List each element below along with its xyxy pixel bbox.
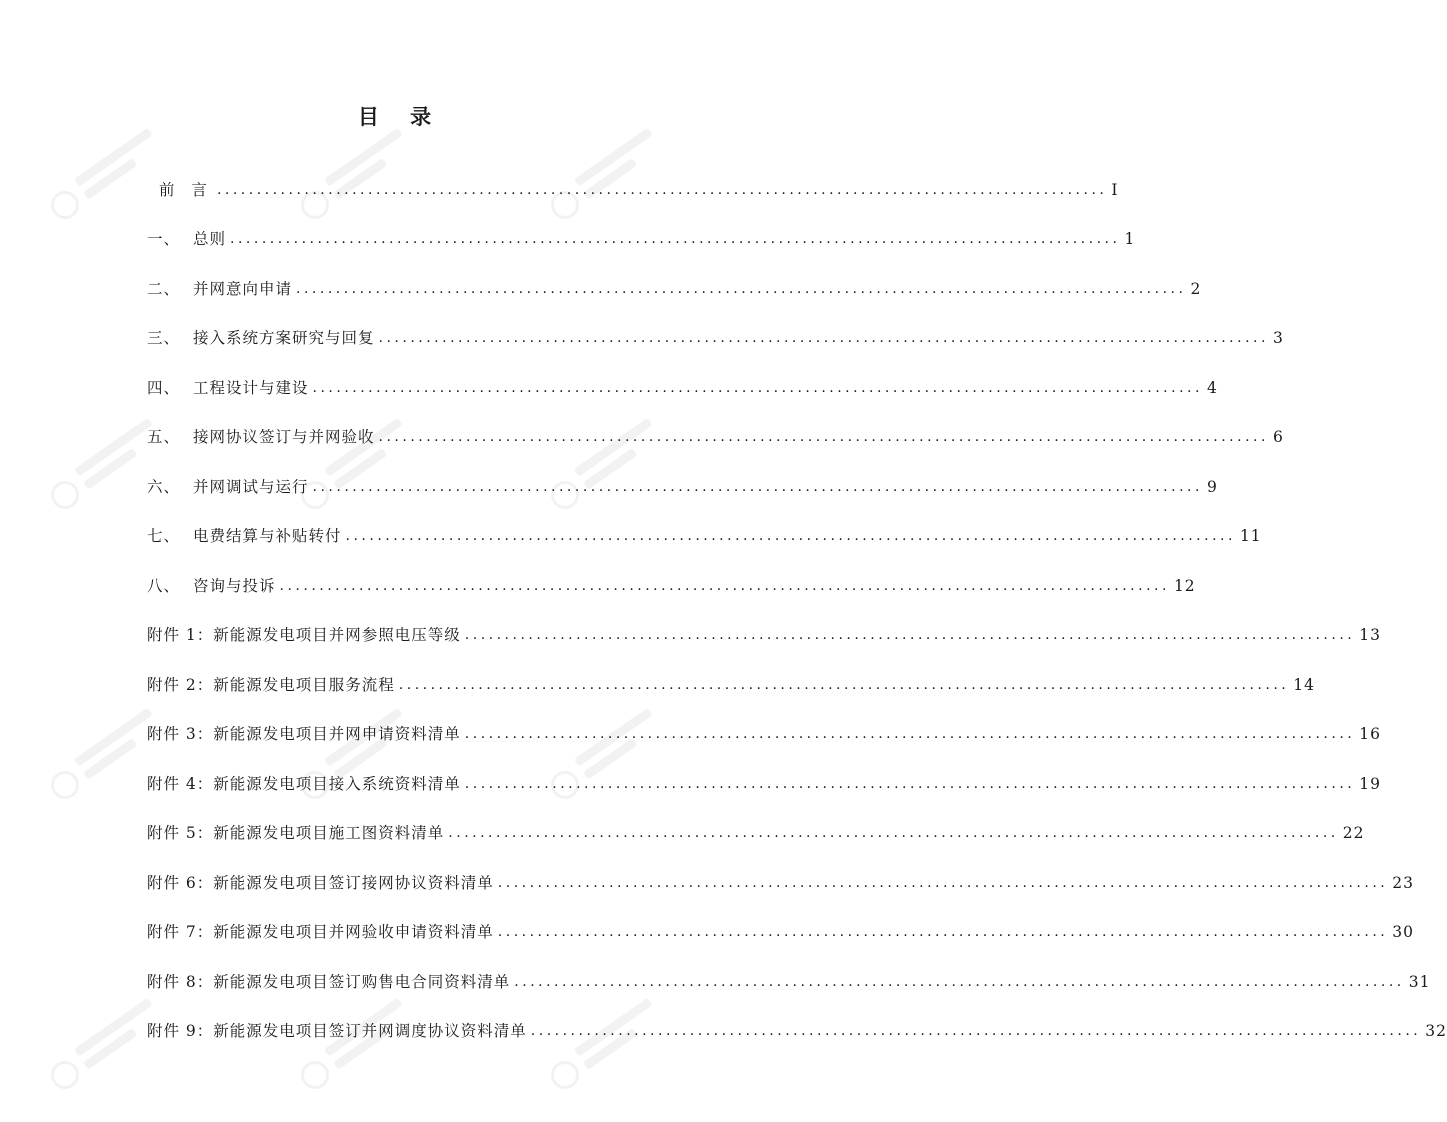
toc-leader-dots: ................................................................................................................: [279, 577, 1170, 594]
toc-page-number: 19: [1359, 774, 1381, 793]
toc-leader-dots: ................................................................................................................: [448, 825, 1339, 841]
toc-entry-label: 一、 总则: [147, 230, 227, 248]
toc-entry-label: 二、 并网意向申请: [147, 279, 293, 298]
toc-entry[interactable]: [147, 150, 1119, 200]
table-of-contents: [147, 150, 1447, 1041]
toc-entry[interactable]: [147, 893, 1414, 943]
toc-entry-label: 附件 3：新能源发电项目并网申请资料清单: [147, 725, 461, 743]
toc-page-number: 6: [1272, 428, 1284, 446]
toc-leader-dots: ................................................................................................................: [530, 1023, 1422, 1039]
toc-page-number: 16: [1359, 725, 1381, 743]
toc-page-number: 11: [1239, 527, 1262, 545]
toc-entry-label: 前 言: [159, 180, 213, 199]
toc-entry-number: 三、: [147, 329, 181, 347]
toc-page-number: 4: [1206, 378, 1218, 397]
toc-leader-dots: ................................................................................................................: [312, 478, 1203, 495]
toc-leader-dots: ................................................................................................................: [464, 775, 1356, 792]
toc-page-number: 32: [1425, 1022, 1447, 1040]
toc-entry[interactable]: [147, 546, 1196, 596]
toc-entry[interactable]: [147, 596, 1381, 646]
toc-entry-label: 附件 7：新能源发电项目并网验收申请资料清单: [147, 923, 494, 941]
toc-leader-dots: ................................................................................................................: [514, 973, 1405, 990]
toc-entry-label: 七、 电费结算与补贴转付: [147, 527, 342, 545]
toc-entry-label: 附件 6：新能源发电项目签订接网协议资料清单: [147, 873, 494, 892]
toc-entry-number: 八、: [147, 576, 181, 595]
toc-page-number: 23: [1392, 873, 1414, 892]
toc-entry[interactable]: [147, 200, 1136, 250]
toc-entry-number: 五、: [147, 428, 181, 446]
toc-entry-number: 六、: [147, 477, 181, 496]
toc-page-number: 30: [1392, 923, 1414, 941]
toc-leader-dots: ................................................................................................................: [497, 874, 1389, 891]
toc-leader-dots: ................................................................................................................: [312, 379, 1203, 396]
toc-leader-dots: ................................................................................................................: [464, 726, 1356, 742]
toc-entry-number: 七、: [147, 527, 181, 545]
toc-page-number: 22: [1342, 824, 1365, 842]
toc-entry-label: 附件 9：新能源发电项目签订并网调度协议资料清单: [147, 1022, 527, 1040]
toc-entry[interactable]: [147, 794, 1365, 844]
toc-leader-dots: ................................................................................................................: [464, 627, 1356, 643]
toc-entry[interactable]: [147, 398, 1284, 448]
toc-entry[interactable]: [147, 992, 1447, 1042]
toc-entry[interactable]: [147, 497, 1262, 547]
toc-entry[interactable]: [147, 447, 1218, 497]
toc-page-number: 14: [1293, 675, 1315, 694]
toc-entry-label: 附件 5：新能源发电项目施工图资料清单: [147, 824, 445, 842]
toc-entry[interactable]: [147, 348, 1218, 398]
toc-entry[interactable]: [147, 645, 1315, 695]
toc-entry[interactable]: [147, 744, 1381, 794]
toc-title: 目 录: [357, 104, 444, 129]
toc-entry[interactable]: [147, 843, 1414, 893]
toc-entry-label: 四、 工程设计与建设: [147, 378, 309, 397]
toc-entry-label: 三、 接入系统方案研究与回复: [147, 329, 375, 347]
toc-entry-label: 附件 4：新能源发电项目接入系统资料清单: [147, 774, 461, 793]
toc-page-number: 3: [1272, 329, 1284, 347]
toc-leader-dots: ................................................................................................................: [296, 280, 1187, 297]
toc-entry-label: 八、 咨询与投诉: [147, 576, 276, 595]
toc-leader-dots: ................................................................................................................: [497, 924, 1389, 940]
toc-page-number: 9: [1206, 477, 1218, 496]
toc-entry-number: 四、: [147, 378, 181, 397]
toc-entry-label: 五、 接网协议签订与并网验收: [147, 428, 375, 446]
toc-entry-label: 六、 并网调试与运行: [147, 477, 309, 496]
toc-leader-dots: ................................................................................................................: [378, 330, 1269, 346]
toc-entry[interactable]: [147, 249, 1202, 299]
toc-leader-dots: ................................................................................................................: [216, 181, 1108, 198]
toc-entry-number: 二、: [147, 279, 181, 298]
toc-entry-number: 一、: [147, 230, 181, 248]
toc-entry[interactable]: [147, 299, 1284, 349]
toc-page-number: I: [1111, 180, 1119, 199]
toc-page-number: 1: [1124, 230, 1136, 248]
toc-page-number: 13: [1359, 626, 1381, 644]
toc-leader-dots: ................................................................................................................: [345, 528, 1236, 544]
toc-page-number: 12: [1173, 576, 1196, 595]
toc-leader-dots: ................................................................................................................: [398, 676, 1290, 693]
toc-entry-label: 附件 2：新能源发电项目服务流程: [147, 675, 395, 694]
toc-leader-dots: ................................................................................................................: [230, 231, 1121, 247]
toc-entry-label: 附件 8：新能源发电项目签订购售电合同资料清单: [147, 972, 511, 991]
toc-page-number: 2: [1190, 279, 1202, 298]
toc-page-number: 31: [1408, 972, 1431, 991]
toc-entry-label: 附件 1：新能源发电项目并网参照电压等级: [147, 626, 461, 644]
toc-entry[interactable]: [147, 695, 1381, 745]
toc-leader-dots: ................................................................................................................: [378, 429, 1269, 445]
toc-entry[interactable]: [147, 942, 1431, 992]
